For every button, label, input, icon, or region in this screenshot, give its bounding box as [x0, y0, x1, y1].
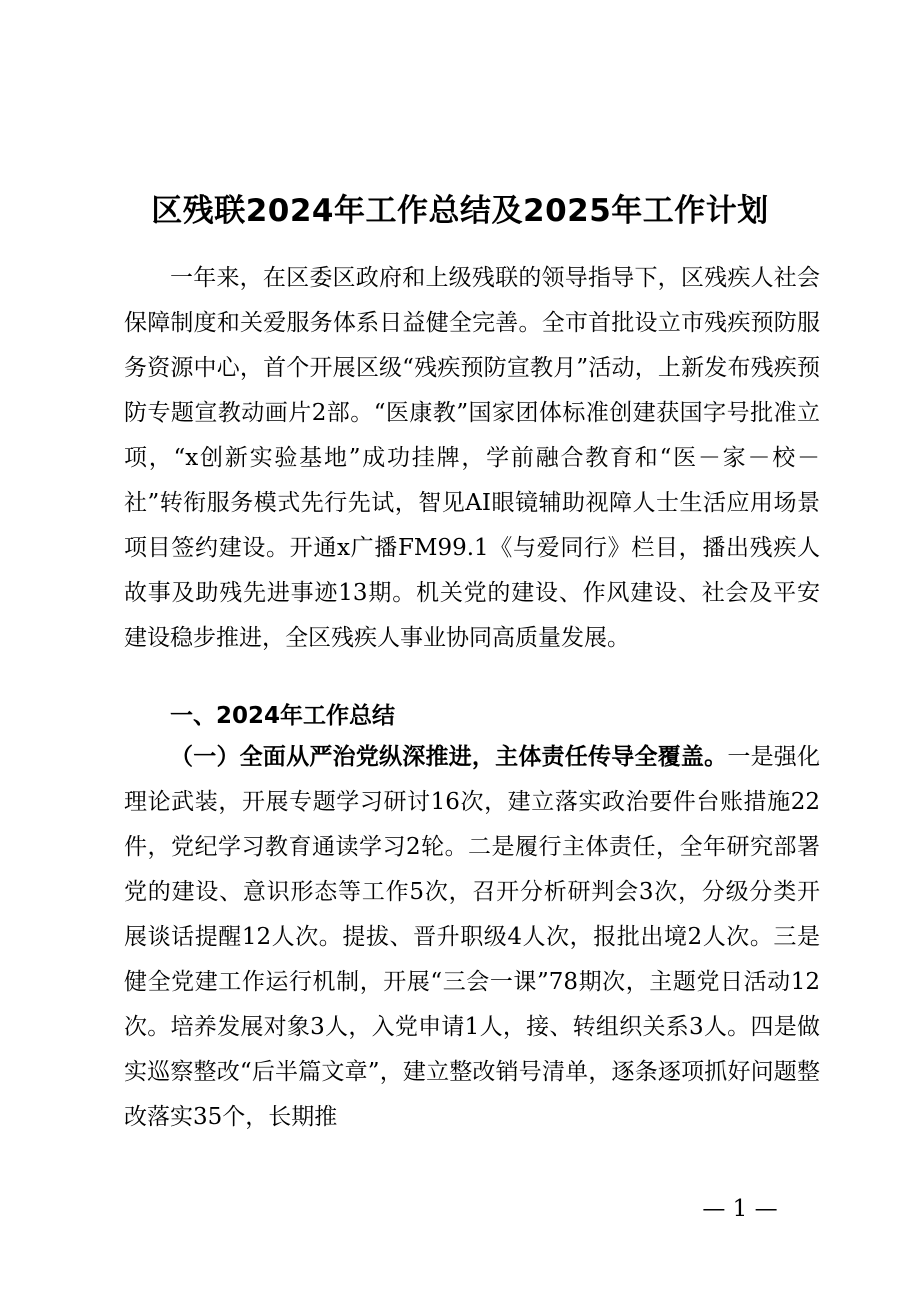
intro-paragraph: 一年来，在区委区政府和上级残联的领导指导下，区残疾人社会保障制度和关爱服务体系日益健全完善。全市首批设立市残疾预防服务资源中心，首个开展区级“残疾预防宣教月”活动，上新发布残疾预防专题宣教动画片2部。“医康教”国家团体标准创建获国字号批准立项，“x创新实验基地”成功挂牌，学前融合教育和“医－家－校－社”转衔服务模式先行先试，智见AI眼镜辅助视障人士生活应用场景项目签约建设。开通x广播FM99.1《与爱同行》栏目，播出残疾人故事及助残先进事迹13期。机关党的建设、作风建设、社会及平安建设稳步推进，全区残疾人事业协同高质量发展。 — [124, 265, 820, 651]
subsection-heading: （一）全面从严治党纵深推进，主体责任传导全覆盖。 — [170, 744, 728, 770]
section-heading-2024-summary: 一、2024年工作总结 — [170, 703, 396, 729]
document-title: 区残联2024年工作总结及2025年工作计划 — [151, 192, 769, 229]
subsection-paragraph-party-building — [124, 735, 820, 1140]
subsection-body: 一是强化理论武装，开展专题学习研讨16次，建立落实政治要件台账措施22件，党纪学习教育通读学习2轮。二是履行主体责任，全年研究部署党的建设、意识形态等工作5次，召开分析研判会3次，分级分类开展谈话提醒12人次。提拔、晋升职级4人次，报批出境2人次。三是健全党建工作运行机制，开展“三会一课”78期次，主题党日活动12次。培养发展对象3人，入党申请1人，接、转组织关系3人。四是做实巡察整改“后半篇文章”，建立整改销号清单，逐条逐项抓好问题整改落实35个，长期推 — [124, 744, 821, 1130]
page-number: — 1 — — [702, 1196, 778, 1222]
